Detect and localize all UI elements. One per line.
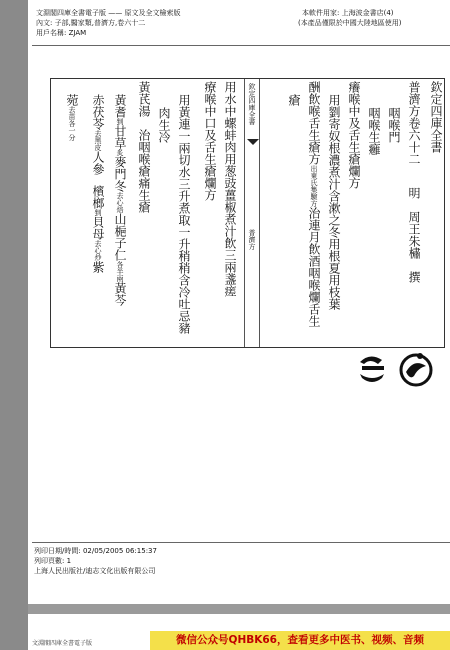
text-fragment: 酬飲喉舌生瘡方 xyxy=(307,81,321,165)
col-volume-title xyxy=(407,81,420,283)
col-text-line: 癢喉中及舌生瘡爛方 xyxy=(347,81,361,189)
col-text-line: 肉生冷 xyxy=(157,107,171,143)
center-strip xyxy=(244,79,260,347)
annotation-note: 出東氏集驗方 xyxy=(310,165,318,207)
ingredient: 山梔子仁 xyxy=(113,213,127,261)
ingredient: 檳榔 xyxy=(91,185,105,209)
col-ingredients xyxy=(65,94,78,141)
ingredient: 貝母 xyxy=(91,216,105,240)
col-text-line: 用劉寄奴根濃煮汁含漱之冬用根夏用枝葉 xyxy=(327,94,341,310)
print-date xyxy=(34,546,157,556)
footer-divider xyxy=(32,542,450,543)
ingredient-note: 去苗各一分 xyxy=(68,106,76,141)
strip-volume-title: 普濟方 xyxy=(248,229,256,250)
header-username xyxy=(36,28,180,38)
header-content-path: 內文: 子部,醫家類,普濟方,卷六十二 xyxy=(36,19,146,27)
footer xyxy=(34,546,157,576)
text-frame xyxy=(50,78,445,348)
ingredient: 黃耆 xyxy=(113,94,127,118)
ingredient: 麥門冬 xyxy=(113,156,127,192)
col-prescription-title: 黃芪湯 治咽喉瘡痛生瘡 xyxy=(137,81,151,213)
volume-title: 普濟方卷六十二 xyxy=(407,81,421,165)
ingredient-note: 去心炒 xyxy=(94,240,102,261)
volume-author: 明 周王朱橚 撰 xyxy=(407,187,421,283)
ingredient: 甘草 xyxy=(113,125,127,149)
header-region-notice: (本產品僅限於中國大陸地區使用) xyxy=(298,19,402,27)
ingredient: 紫 xyxy=(91,261,105,273)
ingredient: 黃芩 xyxy=(113,282,127,306)
strip-book-title: 欽定四庫全書 xyxy=(248,83,256,125)
ingredient-note: 去心焙 xyxy=(116,192,124,213)
ingredient: 赤茯苓 xyxy=(91,94,105,130)
ingredient: 人參 xyxy=(91,151,105,175)
username-value: ZJAM xyxy=(68,29,87,37)
ingredient-note: 炙 xyxy=(116,149,124,156)
publisher-name: 上海人民出版社/迪志文化出版有限公司 xyxy=(34,567,156,575)
header-left xyxy=(36,8,180,38)
col-ingredients xyxy=(113,94,126,306)
col-text-line: 瘡 xyxy=(287,94,301,106)
ingredient-note: 剉 xyxy=(116,118,124,125)
print-pages xyxy=(34,556,157,566)
col-ingredients xyxy=(91,94,104,273)
print-date-value: 02/05/2005 06:15:37 xyxy=(82,547,157,555)
publisher-logo-icon xyxy=(356,350,438,388)
page-gap xyxy=(28,604,450,614)
print-date-label: 列印日期/時間: xyxy=(34,547,81,555)
header-licensee: 本軟件用家: 上海波金書店(4) xyxy=(302,9,394,17)
username-label: 用戶名稱: xyxy=(36,29,67,37)
col-book-title: 欽定四庫全書 xyxy=(429,81,443,153)
col-text-line: 用水中螺蚌肉用葱豉薑椒煮汁飲三兩盞瘥 xyxy=(223,81,237,297)
col-text-line: 療喉中口及舌生瘡爛方 xyxy=(203,81,217,201)
col-subheading: 咽喉生癰 xyxy=(367,107,381,155)
col-section-heading: 咽喉門 xyxy=(387,107,401,143)
wechat-banner: 微信公众号QHBK66，查看更多中医书、视频、音频 xyxy=(150,631,450,650)
document-page xyxy=(28,0,450,650)
header-right xyxy=(298,8,401,28)
print-pages-label: 列印頁數: xyxy=(34,557,65,565)
ingredient: 菀 xyxy=(65,94,79,106)
ingredient-note: 去黑皮 xyxy=(94,130,102,151)
col-text-line: 用黃連一兩切水三升煮取一升稍稍含冷吐忌豬 xyxy=(177,94,191,334)
next-page-header: 文淵閣四庫全書電子版 xyxy=(32,640,93,647)
ingredient-note: 各半兩 xyxy=(116,261,124,282)
print-pages-value: 1 xyxy=(66,557,72,565)
ingredient-note: 剉 xyxy=(94,209,102,216)
col-text-line xyxy=(307,81,320,327)
fish-tail-mark xyxy=(247,139,259,145)
text-fragment: 治連月飲酒咽喉爛舌生 xyxy=(307,207,321,327)
header-edition-title: 文淵閣四庫全書電子版 —— 原文及全文檢索版 xyxy=(36,9,181,17)
header-divider xyxy=(32,45,450,46)
